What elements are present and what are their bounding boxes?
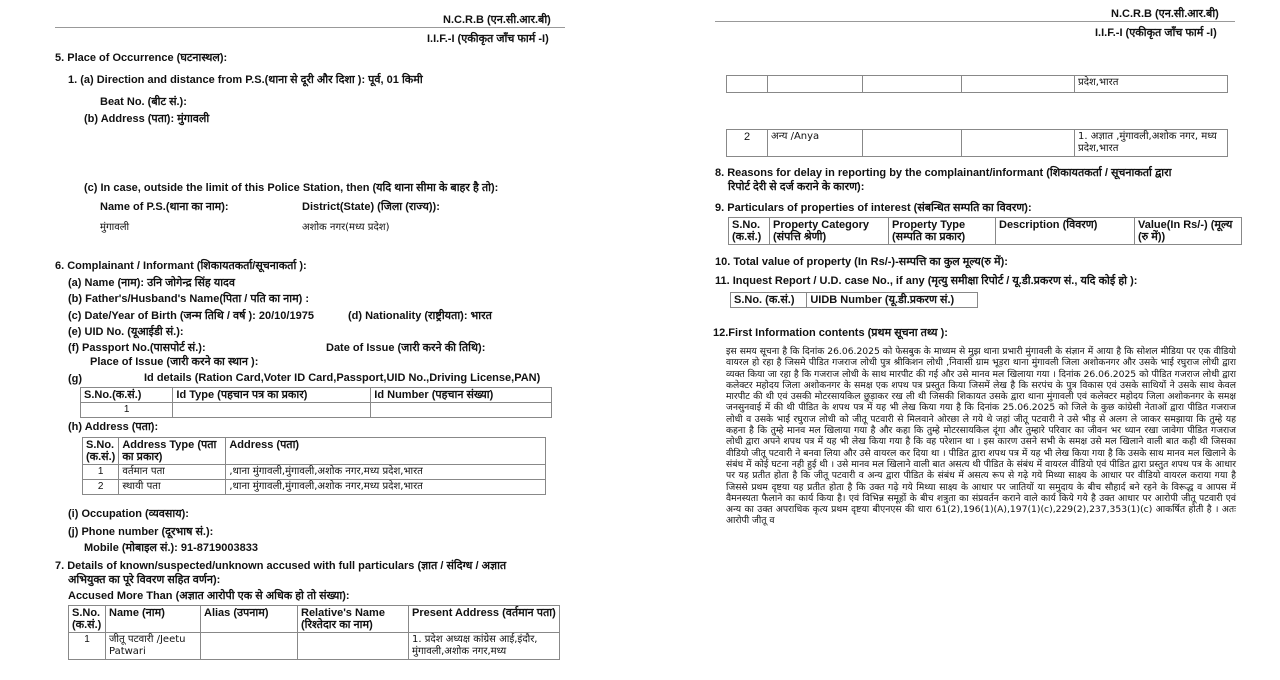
section-5-title: 5. Place of Occurrence (घटनास्थल): — [55, 52, 228, 64]
addr-cell-address: ,थाना मुंगावली,मुंगावली,अशोक नगर,मध्य प्रदेश,भारत — [226, 480, 546, 495]
acc-col-alias: Alias (उपनाम) — [201, 606, 298, 633]
id-col-number: Id Number (पहचान संख्या) — [371, 388, 552, 403]
addr-cell-sno: 2 — [83, 480, 119, 495]
accused-table-continued — [726, 75, 1228, 93]
table-row — [727, 130, 1228, 157]
id-col-type: Id Type (पहचान पत्र का प्रकार) — [173, 388, 371, 403]
ud-col-sno: S.No. (क.सं.) — [731, 293, 807, 308]
phone-number: (j) Phone number (दूरभाष सं.): — [68, 526, 214, 538]
section-11-title: 11. Inquest Report / U.D. case No., if any (मृत्यु समीक्षा रिपोर्ट / यू.डी.प्रकरण सं., यदि कोई हो ): — [715, 275, 1138, 287]
acc-col-sno: S.No. (क.सं.) — [69, 606, 106, 633]
id-cell-number — [371, 403, 552, 418]
address-of-occurrence: (b) Address (पता): मुंगावली — [84, 113, 210, 125]
district-value: अशोक नगर(मध्य प्रदेश) — [302, 222, 390, 233]
address-table — [82, 437, 546, 495]
accused-more-than: Accused More Than (अज्ञात आरोपी एक से अधिक हो तो संख्या): — [68, 590, 350, 602]
header-ncrb: N.C.R.B (एन.सी.आर.बी) — [1111, 8, 1219, 20]
ps-name-value: मुंगावली — [100, 222, 130, 233]
father-name: (b) Father's/Husband's Name(पिता / पति का नाम) : — [68, 293, 310, 305]
section-6-title: 6. Complainant / Informant (शिकायतकर्ता/सूचनाकर्ता ): — [55, 260, 307, 272]
acc-col-address: Present Address (वर्तमान पता) — [409, 606, 560, 633]
addr-cell-type: वर्तमान पता — [119, 465, 226, 480]
section-7-title: 7. Details of known/suspected/unknown accused with full particulars (ज्ञात / संदिग्ध / अज्ञात — [55, 560, 507, 572]
ud-col-number: UIDB Number (यू.डी.प्रकरण सं.) — [807, 293, 978, 308]
district-label: District(State) (जिला (राज्य)): — [302, 201, 440, 213]
acc2-cell-address: 1. अज्ञात ,मुंगावली,अशोक नगर, मध्य प्रदेश,भारत — [1075, 130, 1228, 157]
id-details-marker: (g) — [68, 373, 83, 385]
first-information-contents: इस समय सूचना है कि दिनांक 26.06.2025 को फेसबुक के माध्यम से मुझ थाना प्रभारी मुंगावली के संज्ञान में आया है कि सोशल मीडिया पर एक वीडियो वायरल हो रहा है जिसमे पीडित गजराज लोधी पुत्र श्रीकिशन लोधी ,निवासी ग्राम भूड़रा थाना मुंगावली जिला अशोकनगर और उसके भाई रघुराज लोधी द्वारा व्यक्त किया जा रहा है कि गजराज लोधी के साथ मारपीट की गई और उसे मानव मल खिलाया गया । दिनांक 26.06.2025 को पीडित गजराज लोधी द्वारा कलेक्टर महोदय जिला अशोकनगर के समक्ष एक शपथ पत्र प्रस्तुत किया जिसमें लेख है कि सरपंच के पुत्र विकास एवं उसके साथियों ने उसके साथ केवल मारपीट की थी एवं उसकी मोटरसायकिल छुड़ाकर रख ली थी जिसकी शिकायत उसके द्वारा थाना मुंगावली एवं कलेक्टर महोदय जिला अशोकनगर के समक्ष जनसुनवाई में की थी पीडित के शपथ पत्र में यह भी लेख किया गया है कि दिनांक 25.06.2025 को जिले के कुछ कांग्रेसी नेताओं द्वारा पीडित गजराज लोधी व उसके भाई रघुराज लोधी को जीतू पटवारी से मिलवाने ओरछा ले गये थे जहां जीतू पटवारी ने उसे भीड़ से अलग ले जाकर समझाया कि तुम्हे यह कहना है कि तुम्हे मानव मल खिलाया गया है और कहा कि तुम्हे मोटरसायकिल दूंगा और तुम्हारे परिवार का जीवन भर ध्यान रखा जावेगा पीडित गजराज लोधी द्वारा अपने शपथ पत्र में यह भी लेख किया गया है कि वह परेशान था । इस कारण उसने सभी के समक्ष उसे मल खिलाने वाली बात कही थी जिसका वीडियो जीतू पटवारी ने बनवा लिया और उसे वायरल कर दिया था । पीडित द्वारा शपथ पत्र में यह भी लेख किया गया है कि उसके साथ मानव मल खिलाने के संबंध में कोई घटना नही हुई थी । उसे मानव मल खिलाने वाली बात असत्य थी पीडित के संबंध में वायरल वीडियो एवं पीडित द्वारा प्रस्तुत शपथ पत्र के आधार पर यह प्रतीत होता है कि जीतू पटवारी व अन्य द्वारा पीडित के संबंध में असत्य रूप से गढ़े गये मिथ्या साक्ष्य के आधार पर वीडियो वायरल कराया गया है जिससे प्रथम दृष्टया यह प्रतीत होता है कि उक्त गढ़े गये मिथ्या साक्ष्य के आधार पर जातियों या समुदाय के बीच सौहार्द बने रहने के विरूद्ध व आपस में वैमनस्यता फैलाने का कार्य किया है। एवं विभिन्न समूहों के बीच शत्रुता का संप्रवर्तन कराने वाले कार्य किये गये है उक्त आधार पर आरोपी जीतू पटवारी एवं अन्य का उक्त अपराधिक कृत्य प्रथम दृष्टया बीएनएस की धारा 61(2),196(1)(A),197(1)(c),229(2),237,353(1)(c) आकर्षित होती है । अतः आरोपी जीतू व — [726, 346, 1236, 527]
id-cell-type — [173, 403, 371, 418]
mobile-number: Mobile (मोबाइल सं.): 91-8719003833 — [84, 542, 258, 554]
prop-col-category: Property Category (संपत्ति श्रेणी) — [770, 218, 889, 245]
header-ncrb: N.C.R.B (एन.सी.आर.बी) — [443, 14, 551, 26]
occupation: (i) Occupation (व्यवसाय): — [68, 508, 189, 520]
header-iif: I.I.F.-I (एकीकृत जाँच फार्म -I) — [1095, 27, 1217, 39]
prop-col-type: Property Type (सम्पति का प्रकार) — [889, 218, 996, 245]
acc-cell-address: 1. प्रदेश अध्यक्ष कांग्रेस आई,इंदौर, मुंगावली,अशोक नगर,मध्य — [409, 633, 560, 660]
fir-page-left — [0, 0, 620, 680]
acc-col-name: Name (नाम) — [106, 606, 201, 633]
acc2-cell-sno: 2 — [727, 130, 768, 157]
acc2-cell-name: अन्य /Anya — [768, 130, 863, 157]
id-details-title: Id details (Ration Card,Voter ID Card,Passport,UID No.,Driving License,PAN) — [144, 372, 541, 384]
passport-no: (f) Passport No.(पासपोर्ट सं.): — [68, 342, 206, 354]
table-row — [83, 465, 546, 480]
section-8-subtitle: रिपोर्ट देरी से दर्ज कराने के कारण): — [728, 181, 865, 193]
prop-col-value: Value(In Rs/-) (मूल्य (रु में)) — [1135, 218, 1242, 245]
acc-cell-alias — [201, 633, 298, 660]
section-8-title: 8. Reasons for delay in reporting by the complainant/informant (शिकायतकर्ता / सूचनाकर्ता द्वारा — [715, 167, 1172, 179]
address-label: (h) Address (पता): — [68, 421, 159, 433]
beat-no: Beat No. (बीट सं.): — [100, 96, 187, 108]
id-cell-sno: 1 — [81, 403, 173, 418]
acc-cell-sno: 1 — [69, 633, 106, 660]
acc-cell-name: जीतू पटवारी /Jeetu Patwari — [106, 633, 201, 660]
nationality: (d) Nationality (राष्ट्रीयता): भारत — [348, 310, 492, 322]
section-12-title: 12.First Information contents (प्रथम सूचना तथ्य ): — [713, 327, 948, 339]
addr-col-address: Address (पता) — [226, 438, 546, 465]
table-row — [727, 76, 1228, 93]
id-col-sno: S.No.(क.सं.) — [81, 388, 173, 403]
header-iif: I.I.F.-I (एकीकृत जाँच फार्म -I) — [427, 33, 549, 45]
fir-page-right — [660, 0, 1280, 680]
date-of-issue: Date of Issue (जारी करने की तिथि): — [326, 342, 486, 354]
acc-cell-relative — [298, 633, 409, 660]
section-7-subtitle: अभियुक्त का पूरे विवरण सहित वर्णन): — [68, 574, 221, 586]
date-of-birth: (c) Date/Year of Birth (जन्म तिथि / वर्ष ): 20/10/1975 — [68, 310, 314, 322]
ud-table — [730, 292, 978, 308]
header-rule — [715, 21, 1235, 22]
accused-table-row-2 — [726, 129, 1228, 157]
table-row — [69, 633, 560, 660]
continued-address: प्रदेश,भारत — [1075, 76, 1228, 93]
addr-col-sno: S.No. (क.सं.) — [83, 438, 119, 465]
addr-cell-sno: 1 — [83, 465, 119, 480]
outside-limit: (c) In case, outside the limit of this Police Station, then (यदि थाना सीमा के बाहर है तो): — [84, 182, 499, 194]
uid-no: (e) UID No. (यूआईडी सं.): — [68, 326, 184, 338]
prop-col-sno: S.No. (क.सं.) — [729, 218, 770, 245]
property-table — [728, 217, 1242, 245]
addr-cell-address: ,थाना मुंगावली,मुंगावली,अशोक नगर,मध्य प्रदेश,भारत — [226, 465, 546, 480]
accused-table — [68, 605, 560, 660]
acc-col-relative: Relative's Name (रिश्तेदार का नाम) — [298, 606, 409, 633]
section-10-title: 10. Total value of property (In Rs/-)-सम्पत्ति का कुल मूल्य(रु में): — [715, 256, 1008, 268]
section-9-title: 9. Particulars of properties of interest (संबन्धित सम्पति का विवरण): — [715, 202, 1032, 214]
direction-distance: 1. (a) Direction and distance from P.S.(थाना से दूरी और दिशा ): पूर्व, 01 किमी — [68, 74, 423, 86]
header-rule — [55, 27, 565, 28]
id-details-table — [80, 387, 552, 418]
complainant-name: (a) Name (नाम): उनि जोगेन्द्र सिंह यादव — [68, 277, 235, 289]
place-of-issue: Place of Issue (जारी करने का स्थान ): — [90, 356, 259, 368]
table-row — [81, 403, 552, 418]
table-row — [83, 480, 546, 495]
addr-col-type: Address Type (पता का प्रकार) — [119, 438, 226, 465]
prop-col-description: Description (विवरण) — [996, 218, 1135, 245]
addr-cell-type: स्थायी पता — [119, 480, 226, 495]
ps-name-label: Name of P.S.(थाना का नाम): — [100, 201, 229, 213]
